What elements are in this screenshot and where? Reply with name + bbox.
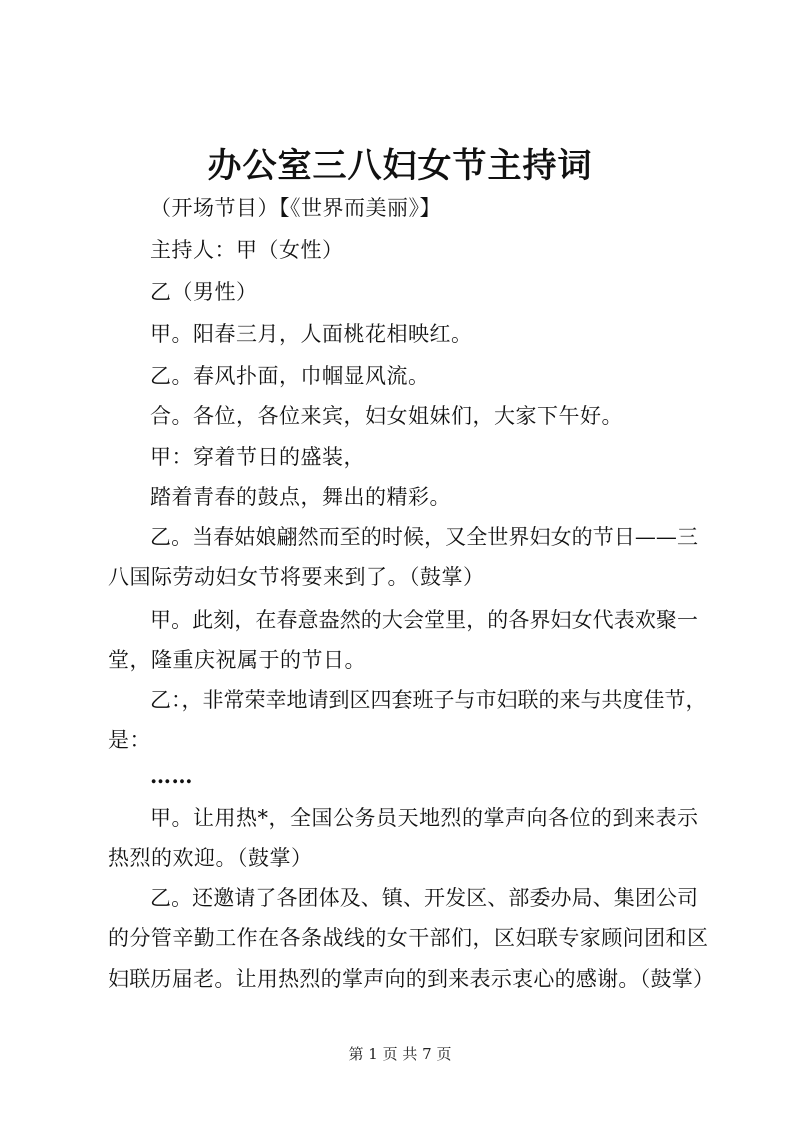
text-line: 合。各位，各位来宾，妇女姐妹们，大家下午好。 <box>150 404 623 428</box>
text-line: 甲。此刻，在春意盎然的大会堂里，的各界妇女代表欢聚一 <box>150 608 698 632</box>
text-line: 踏着青春的鼓点，舞出的精彩。 <box>150 485 451 509</box>
document-title: 办公室三八妇女节主持词 <box>207 146 593 186</box>
text-line: 是： <box>108 728 151 752</box>
text-line: （开场节目）【《世界而美丽》】 <box>150 196 441 220</box>
text-line: 乙：，非常荣幸地请到区四套班子与市妇联的来与共度佳节， <box>150 688 707 712</box>
text-line: 乙（男性） <box>150 280 258 304</box>
text-line: 妇联历届老。让用热烈的掌声向的到来表示衷心的感谢。（鼓掌） <box>108 967 714 991</box>
page-footer: 第 1 页 共 7 页 <box>348 1045 452 1063</box>
text-line: 乙。春风扑面，巾帼显风流。 <box>150 364 430 388</box>
text-line: 甲。阳春三月，人面桃花相映红。 <box>150 322 473 346</box>
text-line: 乙。当春姑娘翩然而至的时候，又全世界妇女的节日——三 <box>150 525 698 549</box>
text-line: 热烈的欢迎。（鼓掌） <box>108 846 313 870</box>
text-line: 主持人：甲（女性） <box>150 238 344 262</box>
text-line: 八国际劳动妇女节将要来到了。（鼓掌） <box>108 565 485 589</box>
ellipsis-line: …… <box>150 763 193 788</box>
text-line: 的分管辛勤工作在各条战线的女干部们，区妇联专家顾问团和区 <box>108 926 708 950</box>
text-line: 堂，隆重庆祝属于的节日。 <box>108 648 366 672</box>
text-line: 乙。还邀请了各团体及、镇、开发区、部委办局、集团公司 <box>150 886 698 910</box>
text-line: 甲：穿着节日的盛装， <box>150 445 365 469</box>
text-line: 甲。让用热*，全国公务员天地烈的掌声向各位的到来表示 <box>150 806 698 830</box>
